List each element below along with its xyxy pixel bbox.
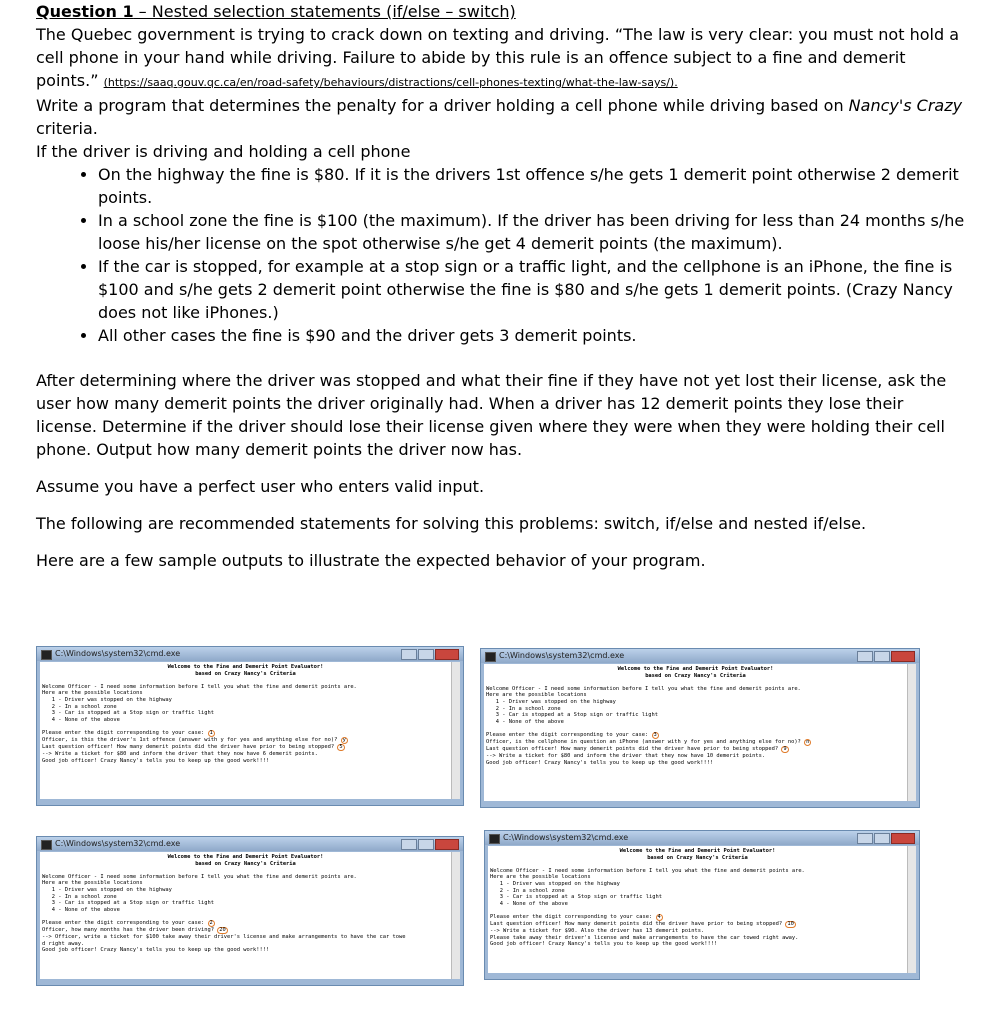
months-question: Officer, how many months has the driver been driving? bbox=[42, 926, 218, 933]
criteria-item: • All other cases the fine is $90 and the driver gets 3 demerit points. bbox=[98, 324, 966, 347]
scrollbar[interactable] bbox=[451, 852, 460, 979]
minimize-button[interactable] bbox=[857, 651, 873, 662]
points-question: Last question officer! How many demerit points did the driver have prior to being stopped? bbox=[486, 745, 782, 752]
offence-answer: y bbox=[342, 736, 346, 743]
task-text: Write a program that determines the penalty for a driver holding a cell phone while driving based on bbox=[36, 96, 849, 115]
task-paragraph bbox=[36, 94, 966, 140]
banner-line-2: based on Crazy Nancy's Criteria bbox=[195, 670, 296, 677]
question-title bbox=[36, 0, 966, 23]
goodjob-line: Good job officer! Crazy Nancy's tells you to keep up the good work!!!! bbox=[486, 759, 714, 766]
goodjob-line: Good job officer! Crazy Nancy's tells you to keep up the good work!!!! bbox=[42, 947, 270, 954]
case-input: 4 bbox=[657, 913, 661, 920]
result-line: --> Write a ticket for $80 and inform the driver that they now have 10 demerit points. bbox=[486, 752, 766, 759]
document-body bbox=[36, 0, 966, 572]
maximize-button[interactable] bbox=[418, 839, 434, 850]
points-answer: 9 bbox=[783, 745, 787, 752]
lead-sentence: If the driver is driving and holding a cell phone bbox=[36, 142, 411, 161]
banner-line-1: Welcome to the Fine and Demerit Point Evaluator! bbox=[167, 664, 324, 670]
window-title: C:\Windows\system32\cmd.exe bbox=[55, 649, 181, 658]
banner-line-2: based on Crazy Nancy's Criteria bbox=[195, 860, 296, 867]
console-output bbox=[488, 846, 907, 973]
criteria-item: • On the highway the fine is $80. If it is the drivers 1st offence s/he gets 1 demerit point otherwise 2 demerit points. bbox=[98, 163, 966, 209]
recommendation-paragraph: The following are recommended statements for solving this problems: switch, if/else and nested if/else. bbox=[36, 514, 867, 533]
cmd-window-1 bbox=[36, 646, 464, 806]
case-prompt: Please enter the digit corresponding to your case: bbox=[42, 729, 208, 736]
case-prompt: Please enter the digit corresponding to your case: bbox=[490, 913, 656, 920]
task-end: criteria. bbox=[36, 119, 98, 138]
window-title: C:\Windows\system32\cmd.exe bbox=[55, 839, 181, 848]
banner-line-1: Welcome to the Fine and Demerit Point Evaluator! bbox=[617, 666, 774, 672]
banner-line-2: based on Crazy Nancy's Criteria bbox=[645, 672, 746, 679]
intro-paragraph bbox=[36, 23, 966, 94]
case-input: 3 bbox=[653, 731, 657, 738]
criteria-item: • In a school zone the fine is $100 (the maximum). If the driver has been driving for less than 24 months s/he loose his/her license on the spot otherwise s/he get 4 demerit points (the maximum). bbox=[98, 209, 966, 255]
window-titlebar[interactable] bbox=[37, 837, 463, 851]
iphone-question: Officer, is the cellphone in question an iPhone (answer with y for yes and anything else for no)? bbox=[486, 738, 805, 745]
assumption-paragraph: Assume you have a perfect user who enters valid input. bbox=[36, 477, 485, 496]
close-button[interactable] bbox=[435, 839, 459, 850]
cmd-window-4 bbox=[484, 830, 920, 980]
iphone-answer: n bbox=[806, 738, 810, 745]
menu-text: Welcome Officer - I need some information before I tell you what the fine and demerit points are. Here are the possible locations 1 - Driver was stopped on the highway 2 - In a school zone 3 - Car is stopped at a Stop sign or traffic light 4 - None of the above bbox=[42, 683, 357, 723]
task-italic: Nancy's Crazy bbox=[848, 96, 963, 115]
goodjob-line: Good job officer! Crazy Nancy's tells you to keep up the good work!!!! bbox=[490, 941, 718, 948]
menu-text: Welcome Officer - I need some information before I tell you what the fine and demerit points are. Here are the possible locations 1 - Driver was stopped on the highway 2 - In a school zone 3 - Car is stopped at a Stop sign or traffic light 4 - None of the above bbox=[490, 867, 805, 907]
maximize-button[interactable] bbox=[418, 649, 434, 660]
points-answer: 10 bbox=[787, 920, 794, 927]
months-answer: 20 bbox=[219, 926, 226, 933]
case-input: 1 bbox=[209, 729, 213, 736]
saaq-link[interactable]: (https://saaq.gouv.qc.ca/en/road-safety/behaviours/distractions/cell-phones-texting/what-the-law-says/). bbox=[103, 76, 678, 89]
scrollbar[interactable] bbox=[451, 662, 460, 799]
window-titlebar[interactable] bbox=[481, 649, 919, 663]
offence-question: Officer, is this the driver's 1st offence (answer with y for yes and anything else for no)? bbox=[42, 736, 341, 743]
console-output bbox=[40, 852, 451, 979]
result-line: --> Officer, write a ticket for $100 take away their driver's license and make arrangements to have the car towe d right away. bbox=[42, 933, 406, 947]
minimize-button[interactable] bbox=[401, 839, 417, 850]
criteria-list bbox=[36, 163, 966, 347]
sample-intro-paragraph: Here are a few sample outputs to illustrate the expected behavior of your program. bbox=[36, 551, 706, 570]
cmd-icon bbox=[485, 652, 496, 662]
banner-line-2: based on Crazy Nancy's Criteria bbox=[647, 854, 748, 861]
minimize-button[interactable] bbox=[401, 649, 417, 660]
question-subtitle: – Nested selection statements (if/else – switch) bbox=[133, 2, 516, 21]
cmd-icon bbox=[41, 840, 52, 850]
points-question: Last question officer! How many demerit points did the driver have prior to being stopped? bbox=[42, 743, 338, 750]
console-output bbox=[40, 662, 451, 799]
console-output bbox=[484, 664, 907, 801]
points-answer: 5 bbox=[339, 743, 343, 750]
banner-line-1: Welcome to the Fine and Demerit Point Evaluator! bbox=[167, 854, 324, 860]
window-titlebar[interactable] bbox=[37, 647, 463, 661]
close-button[interactable] bbox=[891, 833, 915, 844]
result-line: --> Write a ticket for $80 and inform the driver that they now have 6 demerit points. bbox=[42, 750, 318, 757]
close-button[interactable] bbox=[891, 651, 915, 662]
menu-text: Welcome Officer - I need some information before I tell you what the fine and demerit points are. Here are the possible locations 1 - Driver was stopped on the highway 2 - In a school zone 3 - Car is stopped at a Stop sign or traffic light 4 - None of the above bbox=[486, 685, 801, 725]
scrollbar[interactable] bbox=[907, 664, 916, 801]
case-prompt: Please enter the digit corresponding to your case: bbox=[486, 731, 652, 738]
cmd-window-3 bbox=[36, 836, 464, 986]
close-button[interactable] bbox=[435, 649, 459, 660]
case-input: 2 bbox=[209, 919, 213, 926]
cmd-window-2 bbox=[480, 648, 920, 808]
window-title: C:\Windows\system32\cmd.exe bbox=[499, 651, 625, 660]
result-line: --> Write a ticket for $90. Also the driver has 13 demerit points. Please take away their driver's license and make arrangements to have the car towed right away. bbox=[490, 927, 799, 941]
window-titlebar[interactable] bbox=[485, 831, 919, 845]
goodjob-line: Good job officer! Crazy Nancy's tells you to keep up the good work!!!! bbox=[42, 757, 270, 764]
maximize-button[interactable] bbox=[874, 833, 890, 844]
window-title: C:\Windows\system32\cmd.exe bbox=[503, 833, 629, 842]
criteria-item: • If the car is stopped, for example at a stop sign or a traffic light, and the cellphone is an iPhone, the fine is $100 and s/he gets 2 demerit point otherwise the fine is $80 and s/he gets 1 demerit points. (Crazy Nancy does not like iPhones.) bbox=[98, 255, 966, 324]
instructions-paragraph: After determining where the driver was stopped and what their fine if they have not yet lost their license, ask the user how many demerit points the driver originally had. When a driver has 12 demerit points they lose their license. Determine if the driver should lose their license given where they were when they were holding their cell phone. Output how many demerit points the driver now has. bbox=[36, 371, 947, 459]
cmd-icon bbox=[489, 834, 500, 844]
points-question: Last question officer! How many demerit points did the driver have prior to being stopped? bbox=[490, 920, 786, 927]
case-prompt: Please enter the digit corresponding to your case: bbox=[42, 919, 208, 926]
maximize-button[interactable] bbox=[874, 651, 890, 662]
scrollbar[interactable] bbox=[907, 846, 916, 973]
menu-text: Welcome Officer - I need some information before I tell you what the fine and demerit points are. Here are the possible locations 1 - Driver was stopped on the highway 2 - In a school zone 3 - Car is stopped at a Stop sign or traffic light 4 - None of the above bbox=[42, 873, 357, 913]
question-number: Question 1 bbox=[36, 2, 134, 21]
cmd-icon bbox=[41, 650, 52, 660]
minimize-button[interactable] bbox=[857, 833, 873, 844]
intro-text: The Quebec government is trying to crack down on texting and driving. “The law is very clear: you must not hold a cell phone in your hand while driving. Failure to abide by this rule is an offence subject to a fine and demerit points.” bbox=[36, 25, 959, 90]
banner-line-1: Welcome to the Fine and Demerit Point Evaluator! bbox=[619, 848, 776, 854]
